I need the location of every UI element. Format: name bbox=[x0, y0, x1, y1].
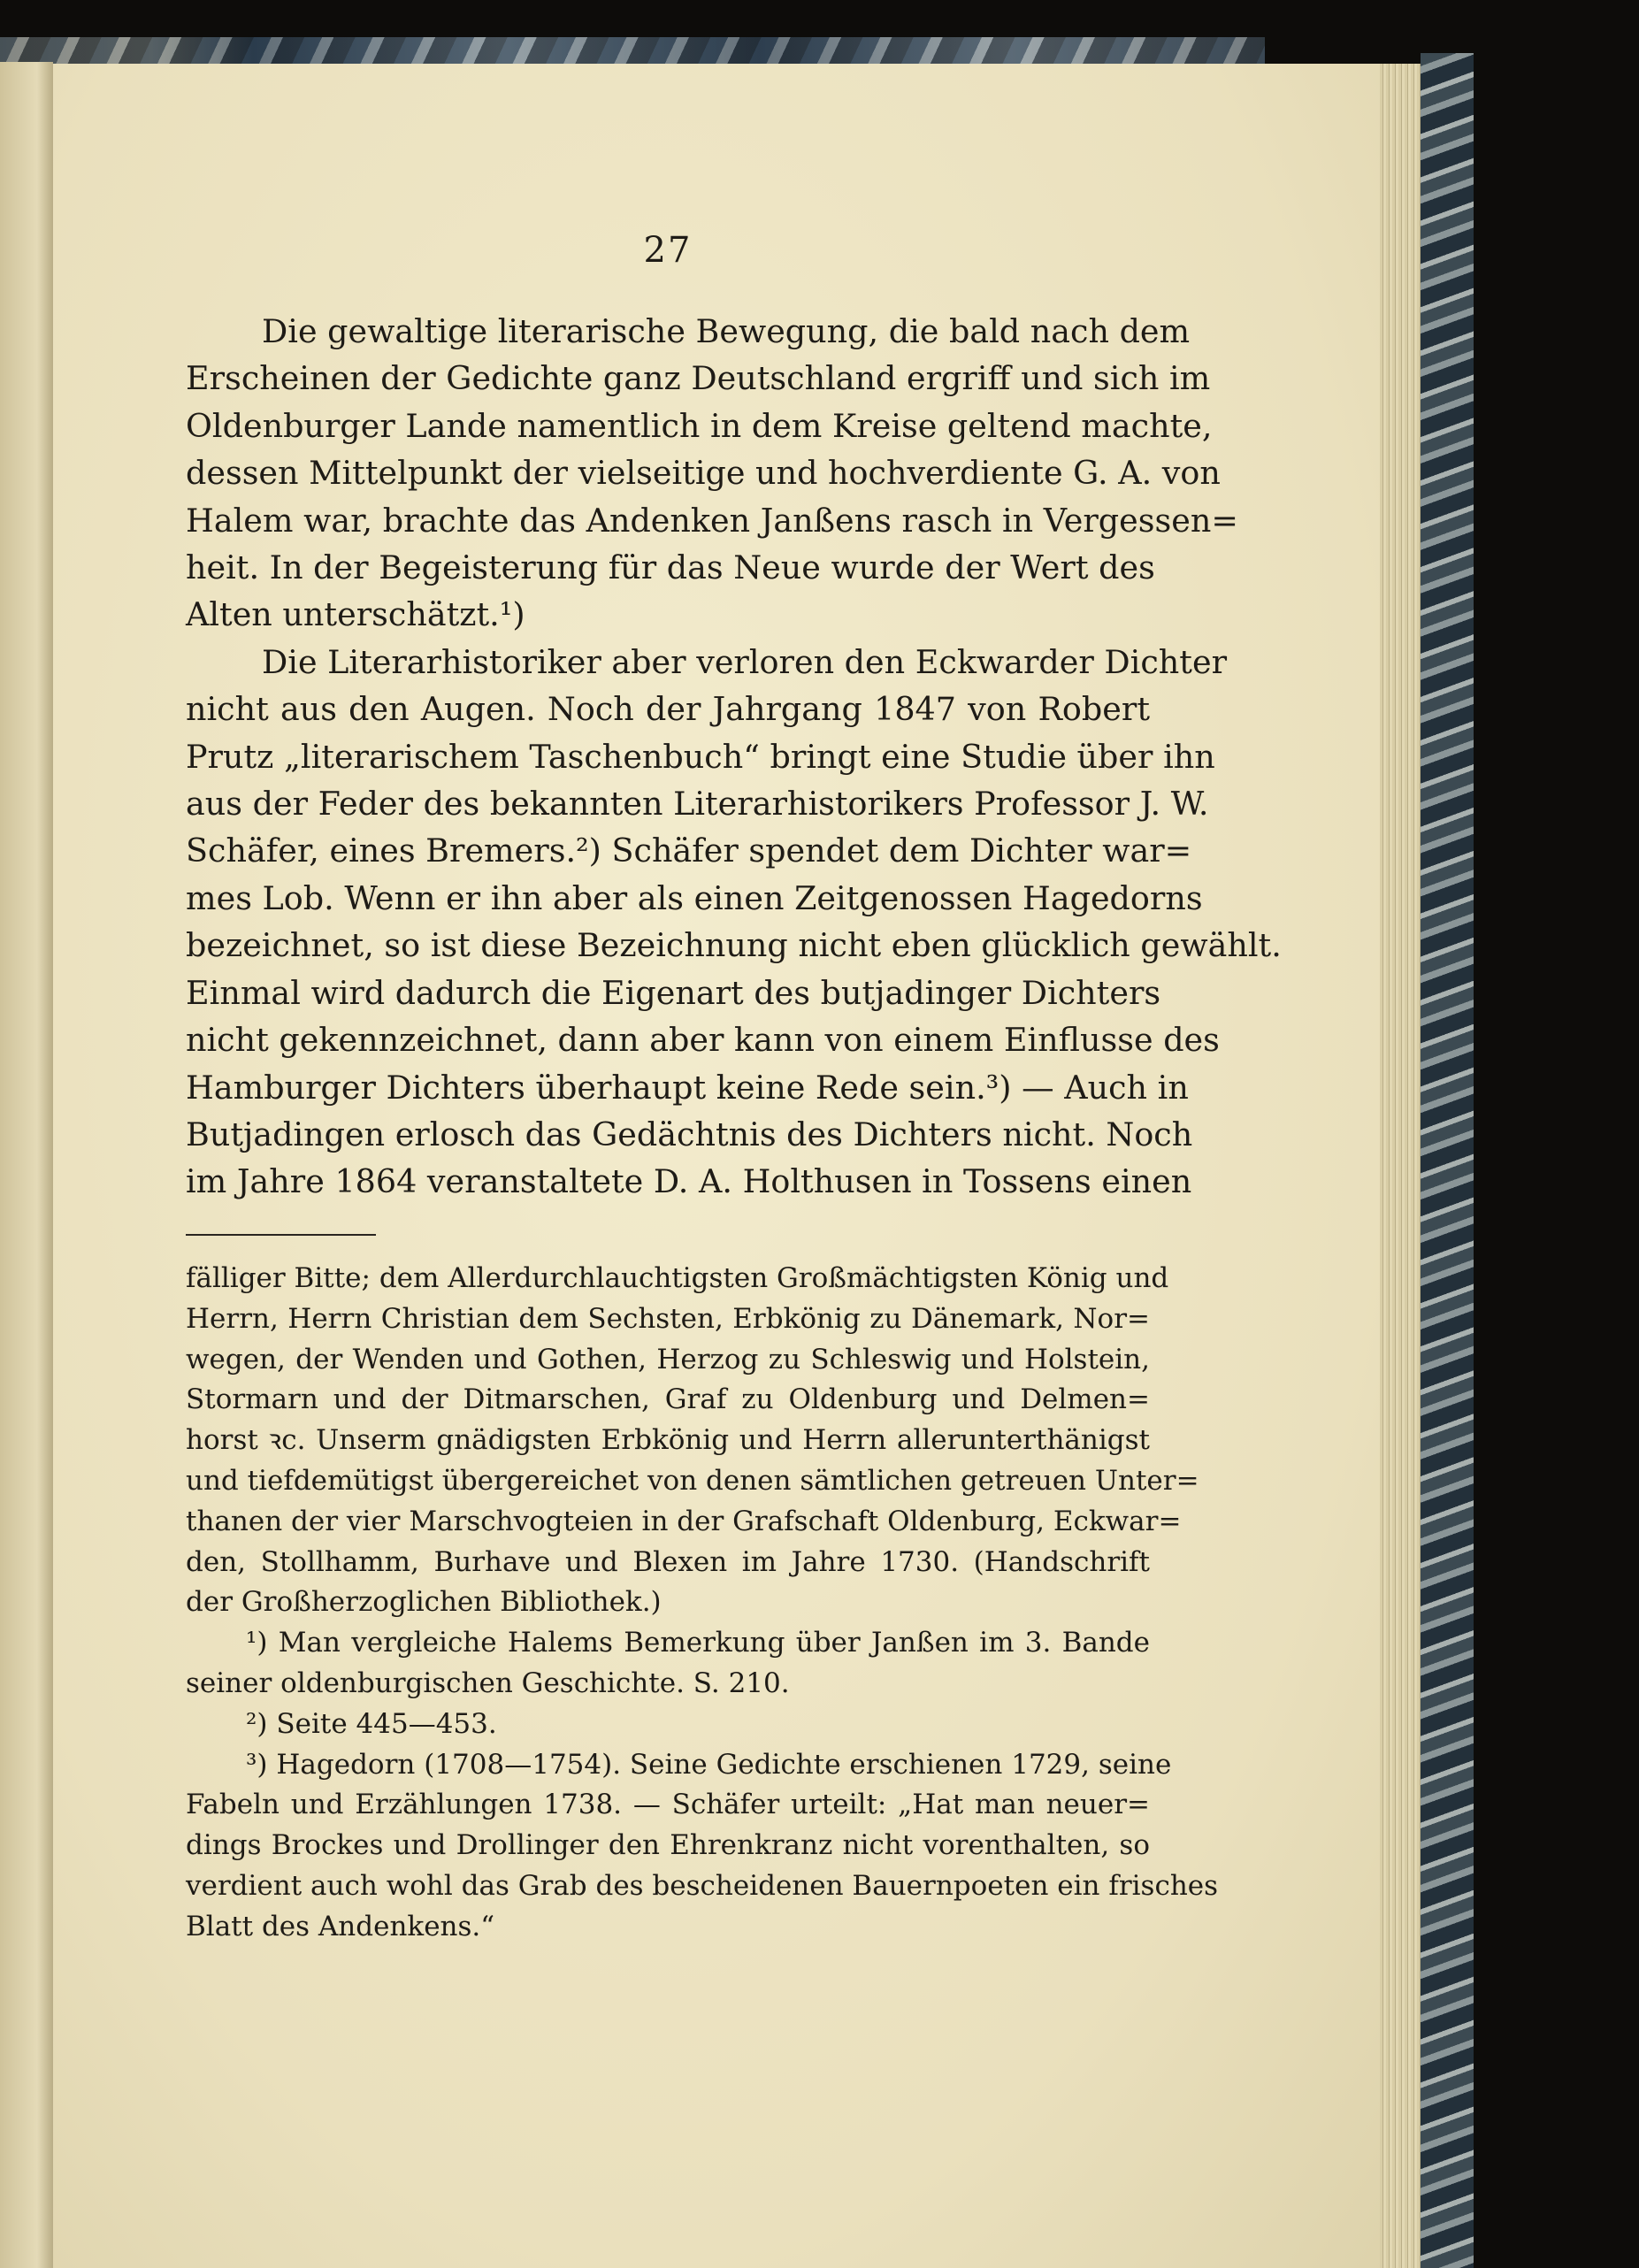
footnotes bbox=[186, 1259, 1219, 1948]
footnote-line: wegen, der Wenden und Gothen, Herzog zu Schleswig und Holstein, bbox=[186, 1343, 1150, 1375]
text-line: Erscheinen der Gedichte ganz Deutschland ergriff und sich im bbox=[186, 359, 1211, 398]
footnote-line: Stormarn und der Ditmarschen, Graf zu Oldenburg und Delmen= bbox=[186, 1383, 1150, 1416]
footnote-continuation bbox=[186, 1259, 1199, 1623]
page-number: 27 bbox=[643, 230, 693, 271]
footnote-line: ²) Seite 445—453. bbox=[246, 1707, 497, 1740]
text-line: Oldenburger Lande namentlich in dem Kreise geltend machte, bbox=[186, 406, 1213, 445]
text-line: nicht aus den Augen. Noch der Jahrgang 1847 von Robert bbox=[186, 690, 1150, 729]
text-line: heit. In der Begeisterung für das Neue wurde der Wert des bbox=[186, 548, 1155, 587]
footnote-2 bbox=[186, 1705, 1150, 1745]
footnote-1 bbox=[186, 1623, 1150, 1705]
marbled-cover-edge bbox=[1421, 53, 1474, 2268]
text-line: Butjadingen erlosch das Gedächtnis des Dichters nicht. Noch bbox=[186, 1115, 1193, 1153]
footnote-line: seiner oldenburgischen Geschichte. S. 210. bbox=[186, 1667, 790, 1699]
paragraph bbox=[186, 308, 1238, 639]
text-line: Halem war, brachte das Andenken Janßens rasch in Vergessen= bbox=[186, 501, 1238, 540]
footnote-3 bbox=[186, 1745, 1219, 1948]
main-text bbox=[186, 308, 1282, 1206]
text-line: aus der Feder des bekannten Literarhistorikers Professor J. W. bbox=[186, 785, 1209, 824]
text-line: Einmal wird dadurch die Eigenart des butjadinger Dichters bbox=[186, 973, 1161, 1012]
footnote-divider bbox=[186, 1234, 376, 1236]
footnote-line: horst ꝛc. Unserm gnädigsten Erbkönig und Herrn allerunterthänigst bbox=[186, 1424, 1150, 1457]
footnote-line: den, Stollhamm, Burhave und Blexen im Jahre 1730. (Handschrift bbox=[186, 1545, 1150, 1578]
text-line: dessen Mittelpunkt der vielseitige und hochverdiente G. A. von bbox=[186, 454, 1221, 493]
footnote-line: ¹) Man vergleiche Halems Bemerkung über Janßen im 3. Bande bbox=[246, 1627, 1150, 1659]
paragraph bbox=[186, 639, 1282, 1206]
text-line: Hamburger Dichters überhaupt keine Rede sein.³) — Auch in bbox=[186, 1068, 1189, 1107]
footnote-line: und tiefdemütigst übergereichet von denen sämtlichen getreuen Unter= bbox=[186, 1464, 1199, 1497]
text-line: mes Lob. Wenn er ihn aber als einen Zeitgenossen Hagedorns bbox=[186, 878, 1203, 917]
footnote-line: Herrn, Herrn Christian dem Sechsten, Erbkönig zu Dänemark, Nor= bbox=[186, 1302, 1150, 1335]
footnote-line: dings Brockes und Drollinger den Ehrenkranz nicht vorenthalten, so bbox=[186, 1829, 1150, 1862]
text-line: bezeichnet, so ist diese Bezeichnung nicht eben glücklich gewählt. bbox=[186, 926, 1282, 965]
text-line: Alten unterschätzt.¹) bbox=[186, 595, 525, 634]
facing-page-edge bbox=[0, 62, 53, 2268]
footnote-line: Blatt des Andenkens.“ bbox=[186, 1910, 495, 1942]
text-line: Die Literarhistoriker aber verloren den Eckwarder Dichter bbox=[262, 642, 1228, 681]
text-line: Prutz „literarischem Taschenbuch“ bringt eine Studie über ihn bbox=[186, 737, 1215, 776]
footnote-line: verdient auch wohl das Grab des bescheidenen Bauernpoeten ein frisches bbox=[186, 1869, 1219, 1902]
text-line: im Jahre 1864 veranstaltete D. A. Holthusen in Tossens einen bbox=[186, 1162, 1192, 1201]
footnote-line: fälliger Bitte; dem Allerdurchlauchtigsten Großmächtigsten König und bbox=[186, 1262, 1169, 1294]
footnote-line: ³) Hagedorn (1708—1754). Seine Gedichte erschienen 1729, seine bbox=[246, 1748, 1172, 1781]
footnote-line: der Großherzoglichen Bibliothek.) bbox=[186, 1586, 662, 1619]
footnote-line: thanen der vier Marschvogteien in der Grafschaft Oldenburg, Eckwar= bbox=[186, 1505, 1182, 1537]
text-line: Schäfer, eines Bremers.²) Schäfer spendet dem Dichter war= bbox=[186, 831, 1192, 870]
text-line: nicht gekennzeichnet, dann aber kann von einem Einflusse des bbox=[186, 1021, 1220, 1060]
footnote-line: Fabeln und Erzählungen 1738. — Schäfer urteilt: „Hat man neuer= bbox=[186, 1789, 1150, 1821]
page-stack-edge bbox=[1380, 64, 1421, 2268]
text-line: Die gewaltige literarische Bewegung, die bald nach dem bbox=[262, 312, 1191, 350]
